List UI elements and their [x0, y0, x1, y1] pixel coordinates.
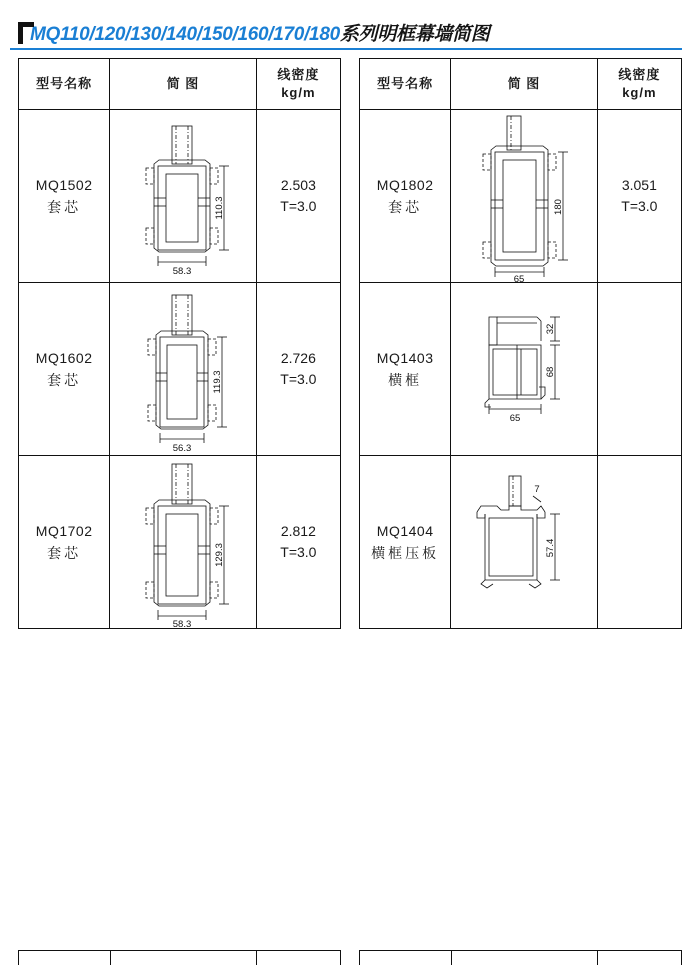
- dim-height-label: 129.3: [214, 543, 226, 567]
- page-header: [18, 20, 700, 50]
- profile-density-cell: [597, 110, 681, 283]
- dim-width-label: 7: [534, 484, 540, 495]
- profile-name-cell: [19, 283, 110, 456]
- column-header-density: [256, 59, 340, 110]
- density-thickness: T=3.0: [280, 544, 317, 560]
- profile-figure-cell: [110, 456, 256, 629]
- tables-container: [18, 58, 682, 629]
- column-header-density-line2: kg/m: [281, 85, 316, 100]
- profile-type: 套芯: [47, 545, 82, 561]
- profile-model: MQ1502: [35, 177, 93, 193]
- figure-sleeve-core-diagram: [451, 110, 596, 282]
- profile-name-cell: [360, 283, 451, 456]
- dim-width-label: 56.3: [173, 443, 192, 454]
- profile-model: MQ1602: [35, 350, 93, 366]
- profile-type: 套芯: [47, 372, 82, 388]
- dim-height-label: 180: [553, 199, 565, 215]
- column-header-figure: 简 图: [451, 59, 597, 110]
- profile-type: 套芯: [388, 199, 423, 215]
- next-row-left: [18, 950, 341, 965]
- profile-type: 横框压板: [371, 545, 440, 561]
- profile-figure-cell: [110, 110, 256, 283]
- density-value: 2.503: [280, 177, 316, 193]
- table-row: [19, 110, 341, 283]
- profile-density-cell: [256, 110, 340, 283]
- column-header-density-line1: 线密度: [618, 67, 661, 82]
- left-profile-table: [18, 58, 341, 629]
- page-title-suffix: 系列明框幕墙简图: [339, 24, 490, 45]
- right-profile-table: [359, 58, 682, 629]
- figure-transom-pressure-plate-diagram: [451, 456, 596, 628]
- profile-model: MQ1802: [376, 177, 434, 193]
- profile-density-cell: [597, 283, 681, 456]
- dim-width-label: 65: [513, 274, 525, 282]
- profile-name-cell: [360, 110, 451, 283]
- figure-transom-frame-diagram: [451, 283, 596, 455]
- density-thickness: T=3.0: [280, 371, 317, 387]
- dim-height-label: 68: [545, 366, 557, 378]
- table-header-row: [19, 59, 341, 110]
- column-header-density-line1: 线密度: [277, 67, 320, 82]
- profile-model: MQ1702: [35, 523, 93, 539]
- profile-type: 横框: [388, 372, 423, 388]
- profile-density-cell: [256, 283, 340, 456]
- dim-height-label: 119.3: [212, 370, 224, 394]
- dim-height-label: 57.4: [545, 538, 557, 558]
- profile-figure-cell: [451, 456, 597, 629]
- table-row: [360, 283, 682, 456]
- profile-density-cell: [597, 456, 681, 629]
- density-value: 2.812: [280, 523, 316, 539]
- density-thickness: T=3.0: [621, 198, 658, 214]
- page-title-series: MQ110/120/130/140/150/160/170/180: [30, 24, 340, 45]
- profile-density-cell: [256, 456, 340, 629]
- dim-width-label: 58.3: [173, 266, 192, 277]
- page-title: [18, 22, 489, 48]
- density-value: 3.051: [621, 177, 657, 193]
- table-row: [360, 110, 682, 283]
- column-header-name: 型号名称: [360, 59, 451, 110]
- table-row: [19, 456, 341, 629]
- next-row-clipped: [18, 950, 682, 965]
- dim-extra-label: 32: [545, 323, 557, 335]
- profile-figure-cell: [451, 283, 597, 456]
- next-row-right: [359, 950, 682, 965]
- column-header-name: 型号名称: [19, 59, 110, 110]
- dim-width-label: 65: [509, 413, 521, 424]
- figure-sleeve-core-diagram: [110, 110, 255, 282]
- column-header-figure: 简 图: [110, 59, 256, 110]
- profile-figure-cell: [110, 283, 256, 456]
- table-row: [360, 456, 682, 629]
- profile-name-cell: [360, 456, 451, 629]
- dim-width-label: 58.3: [173, 619, 192, 628]
- column-header-density-line2: kg/m: [622, 85, 657, 100]
- column-header-density: [597, 59, 681, 110]
- density-thickness: T=3.0: [280, 198, 317, 214]
- header-underline: [10, 48, 682, 50]
- figure-sleeve-core-diagram: [110, 456, 255, 628]
- table-header-row: [360, 59, 682, 110]
- table-row: [19, 283, 341, 456]
- profile-name-cell: [19, 110, 110, 283]
- figure-sleeve-core-diagram: [110, 283, 255, 455]
- profile-name-cell: [19, 456, 110, 629]
- dim-height-label: 110.3: [214, 196, 226, 220]
- profile-model: MQ1404: [376, 523, 434, 539]
- profile-model: MQ1403: [376, 350, 434, 366]
- corner-bracket-icon: [18, 22, 34, 44]
- profile-type: 套芯: [47, 199, 82, 215]
- density-value: 2.726: [280, 350, 316, 366]
- profile-figure-cell: [451, 110, 597, 283]
